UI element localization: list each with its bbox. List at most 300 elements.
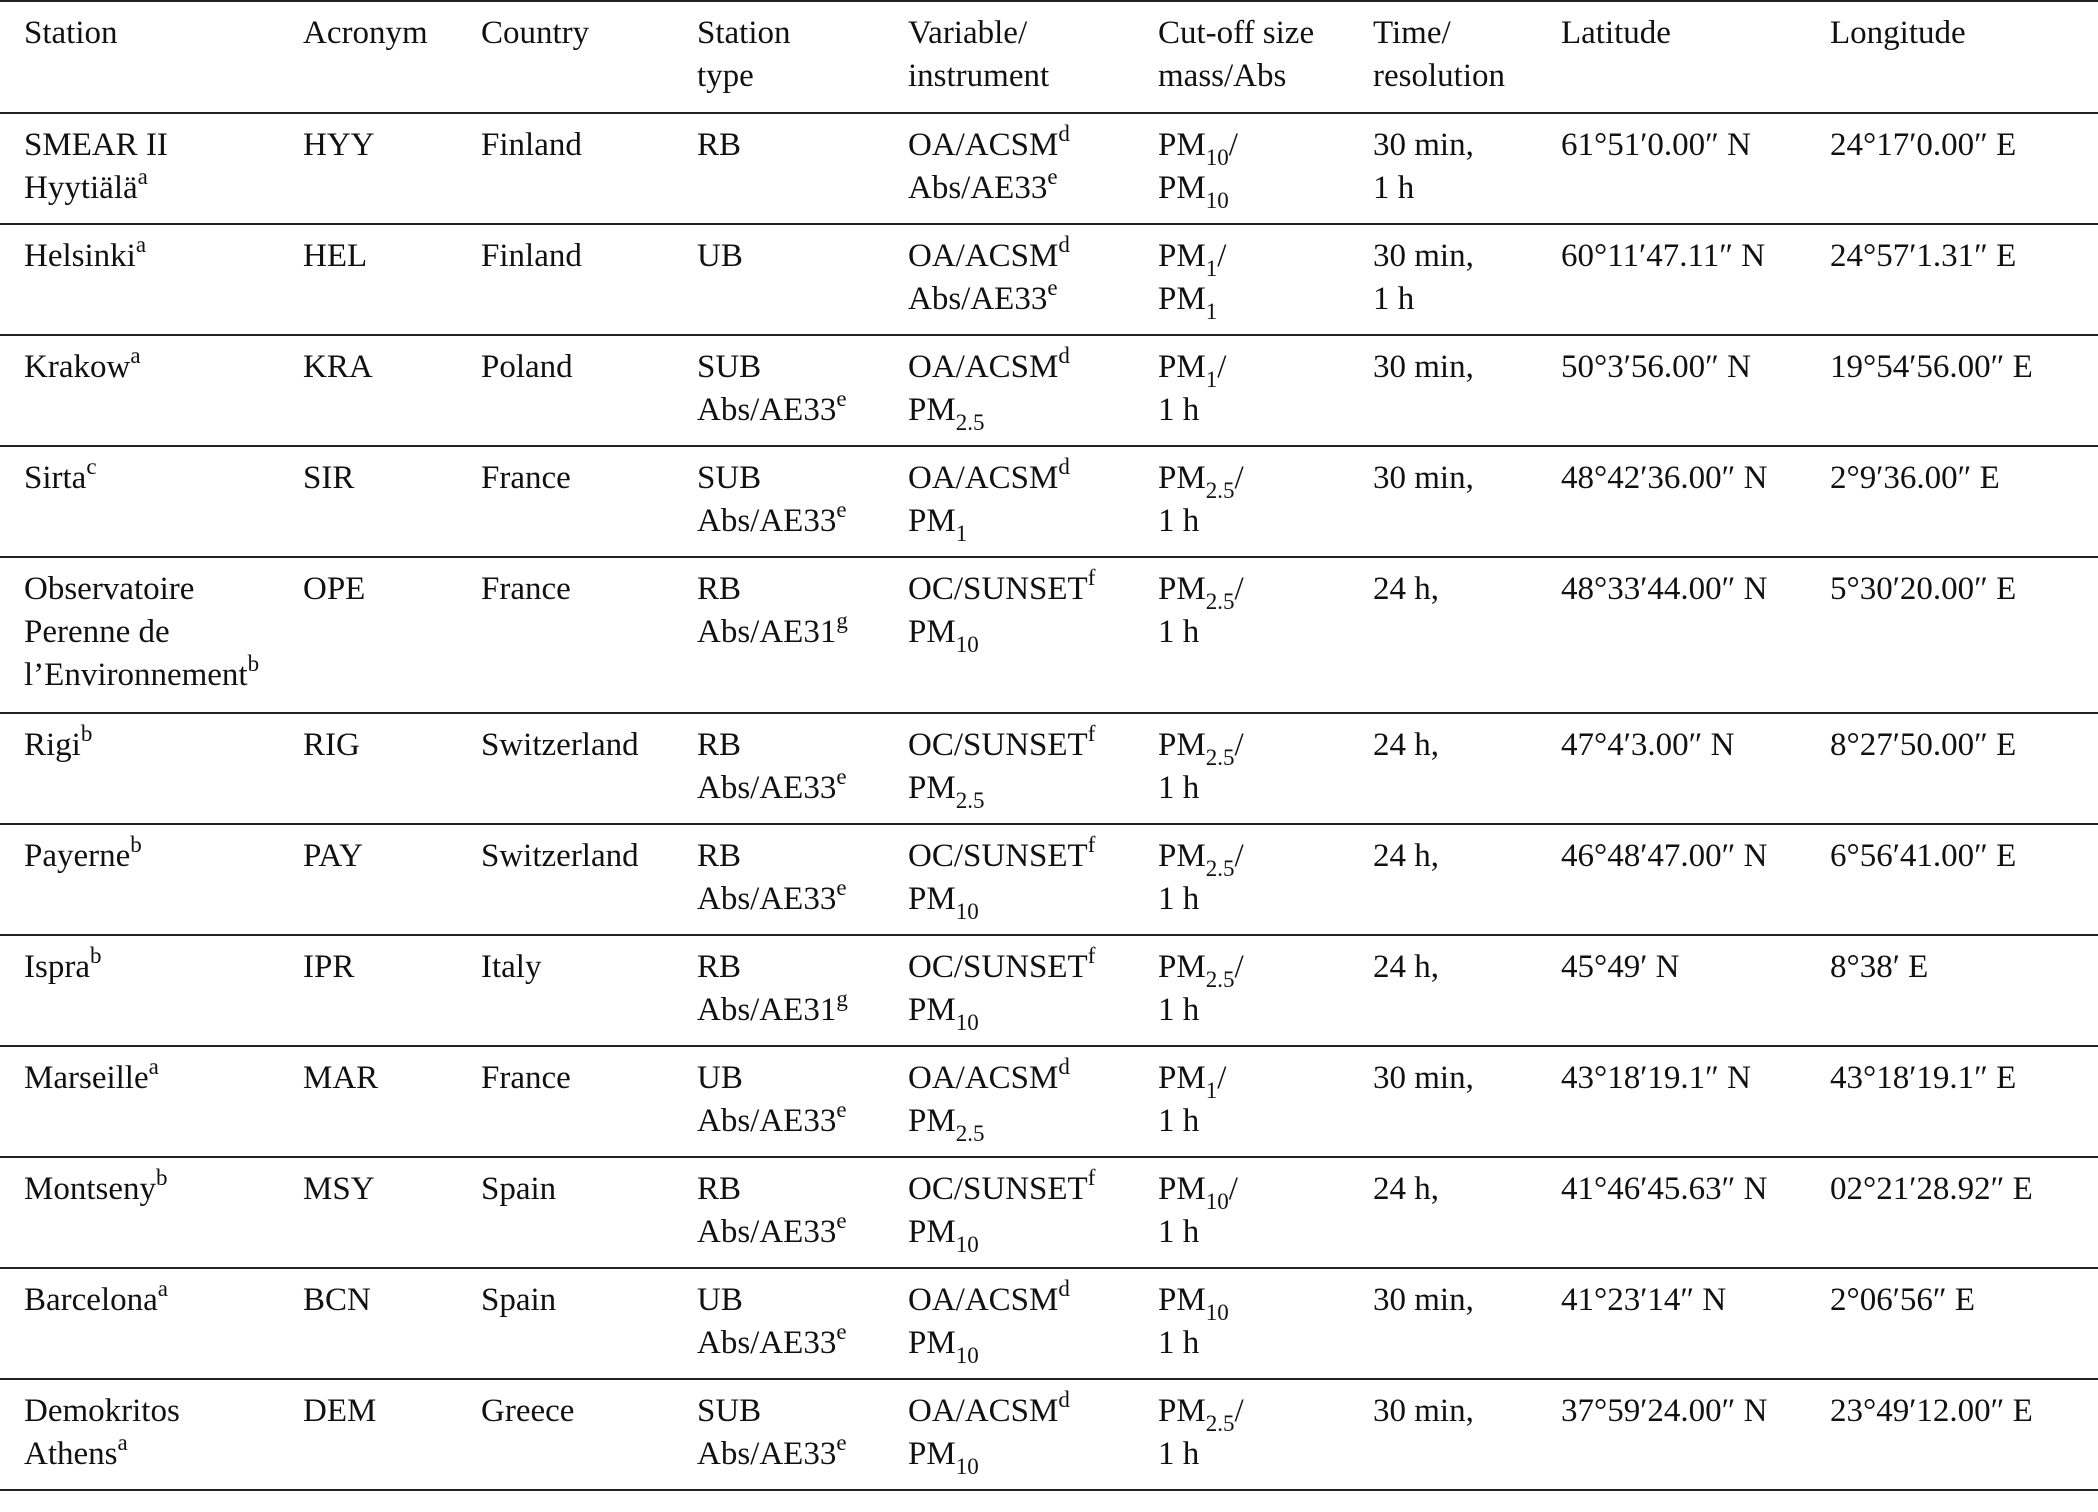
footnote-marker: d <box>1058 1054 1070 1079</box>
cell-text: Athens <box>24 1436 118 1472</box>
cell-line <box>24 343 303 389</box>
cell-line <box>1158 989 1373 1032</box>
cell-acronym <box>303 557 481 713</box>
cell-line <box>1158 500 1373 543</box>
cell-text: PM <box>908 1436 956 1472</box>
cell-text: Abs/AE33 <box>697 1103 837 1139</box>
cell-text: PAY <box>303 838 363 874</box>
cell-variable <box>908 1046 1158 1157</box>
cell-line <box>908 565 1158 611</box>
table-row <box>0 1379 2098 1490</box>
cell-text: Helsinki <box>24 238 136 274</box>
cell-station <box>0 824 303 935</box>
cell-text: SMEAR II <box>24 127 168 163</box>
cell-text: Abs/AE31 <box>697 992 837 1028</box>
cell-text: BCN <box>303 1282 371 1318</box>
cell-time <box>1373 335 1561 446</box>
cell-time <box>1373 1268 1561 1379</box>
cell-text: 41°23′14″ N <box>1561 1282 1727 1318</box>
cell-line <box>1158 611 1373 654</box>
cell-line <box>908 611 1158 657</box>
cell-text: RB <box>697 838 742 874</box>
cell-text: Observatoire <box>24 571 195 607</box>
cell-cutoff <box>1158 1379 1373 1490</box>
footnote-marker: e <box>1047 275 1058 300</box>
cell-line <box>697 1097 908 1143</box>
cell-suffix: / <box>1234 571 1244 607</box>
cell-text: OA/ACSM <box>908 460 1059 496</box>
cell-line <box>24 832 303 878</box>
cell-line: 24 h, <box>1373 949 1439 985</box>
cell-line <box>908 343 1158 389</box>
cell-text: France <box>481 1060 571 1096</box>
cell-line <box>697 875 908 921</box>
footnote-marker: e <box>836 1319 847 1344</box>
footnote-marker: a <box>148 1054 159 1079</box>
cell-text: RB <box>697 949 742 985</box>
cell-suffix: / <box>1217 349 1227 385</box>
cell-suffix: / <box>1234 949 1244 985</box>
cell-text: 48°42′36.00″ N <box>1561 460 1768 496</box>
header-acronym: Acronym <box>303 15 428 51</box>
cell-text: RIG <box>303 727 360 763</box>
cell-latitude <box>1561 824 1830 935</box>
cell-text: PM <box>1158 1282 1206 1318</box>
cell-station-type <box>697 713 908 824</box>
cell-line: 1 h <box>1373 281 1415 317</box>
footnote-marker: e <box>836 497 847 522</box>
cell-text: Ispra <box>24 949 90 985</box>
cell-text: 46°48′47.00″ N <box>1561 838 1768 874</box>
footnote-marker: e <box>836 386 847 411</box>
cell-text: 2°9′36.00″ E <box>1830 460 2000 496</box>
cell-line <box>1158 1057 1373 1103</box>
cell-line <box>697 568 908 611</box>
cell-line <box>908 454 1158 500</box>
cell-cutoff <box>1158 1268 1373 1379</box>
cell-text: PM <box>908 1325 956 1361</box>
cell-line <box>697 235 908 278</box>
cell-variable <box>908 113 1158 224</box>
cell-line <box>908 1100 1158 1146</box>
cell-station-type <box>697 1046 908 1157</box>
cell-cutoff <box>1158 935 1373 1046</box>
cell-text: Abs/AE33 <box>908 170 1048 206</box>
cell-text: UB <box>697 1060 743 1096</box>
cell-variable <box>908 335 1158 446</box>
cell-line <box>697 1208 908 1254</box>
cell-line <box>1158 389 1373 432</box>
cell-suffix: / <box>1228 1171 1238 1207</box>
cell-station <box>0 446 303 557</box>
subscript: 10 <box>1205 187 1229 213</box>
cell-line <box>1158 1322 1373 1365</box>
cell-variable <box>908 935 1158 1046</box>
cell-line <box>697 386 908 432</box>
subscript: 10 <box>955 1453 979 1479</box>
cell-longitude <box>1830 1046 2098 1157</box>
cell-text: 23°49′12.00″ E <box>1830 1393 2033 1429</box>
footnote-marker: e <box>836 1208 847 1233</box>
cell-text: PM <box>1158 949 1206 985</box>
cell-variable <box>908 1268 1158 1379</box>
cell-line <box>908 1322 1158 1368</box>
cell-latitude <box>1561 446 1830 557</box>
cell-text: Switzerland <box>481 727 639 763</box>
footnote-marker: d <box>1058 454 1070 479</box>
cell-cutoff <box>1158 113 1373 224</box>
cell-text: Perenne de <box>24 614 170 650</box>
subscript: 2.5 <box>1205 855 1235 881</box>
header-row <box>0 1 2098 113</box>
cell-line <box>24 232 303 278</box>
cell-longitude <box>1830 713 2098 824</box>
cell-cutoff <box>1158 446 1373 557</box>
cell-variable <box>908 824 1158 935</box>
cell-text: Spain <box>481 1171 557 1207</box>
cell-line <box>697 1168 908 1211</box>
cell-country <box>481 1268 697 1379</box>
cell-country <box>481 935 697 1046</box>
cell-text: OC/SUNSET <box>908 571 1088 607</box>
table-row <box>0 824 2098 935</box>
cell-line <box>1158 235 1373 281</box>
cell-text: PM <box>1158 838 1206 874</box>
cell-suffix: / <box>1228 127 1238 163</box>
cell-acronym <box>303 935 481 1046</box>
cell-text: 1 h <box>1158 1103 1200 1139</box>
subscript: 2.5 <box>1205 966 1235 992</box>
cell-latitude <box>1561 1046 1830 1157</box>
footnote-marker: g <box>836 608 848 633</box>
cell-text: 37°59′24.00″ N <box>1561 1393 1768 1429</box>
cell-suffix: / <box>1234 1393 1244 1429</box>
subscript: 2.5 <box>955 409 985 435</box>
cell-country <box>481 713 697 824</box>
cell-suffix: / <box>1217 238 1227 274</box>
cell-line <box>24 568 303 611</box>
cell-line <box>1158 767 1373 810</box>
subscript: 2.5 <box>1205 477 1235 503</box>
cell-text: Marseille <box>24 1060 149 1096</box>
subscript: 10 <box>955 631 979 657</box>
cell-station-type <box>697 335 908 446</box>
subscript: 10 <box>955 898 979 924</box>
cell-acronym <box>303 224 481 335</box>
cell-text: MAR <box>303 1060 379 1096</box>
footnote-marker: e <box>836 1430 847 1455</box>
cell-station-type <box>697 1157 908 1268</box>
cell-line <box>697 724 908 767</box>
cell-text: HEL <box>303 238 368 274</box>
cell-text: OA/ACSM <box>908 349 1059 385</box>
cell-line <box>24 164 303 210</box>
cell-text: PM <box>1158 127 1206 163</box>
cell-text: 1 h <box>1158 1214 1200 1250</box>
cell-line <box>1158 278 1373 324</box>
cell-line <box>1158 1168 1373 1214</box>
cell-line: 30 min, <box>1373 460 1474 496</box>
cell-station <box>0 224 303 335</box>
cell-longitude <box>1830 557 2098 713</box>
cell-line: 30 min, <box>1373 349 1474 385</box>
cell-text: 24°57′1.31″ E <box>1830 238 2017 274</box>
footnote-marker: g <box>836 986 848 1011</box>
cell-line <box>24 943 303 989</box>
cell-station <box>0 713 303 824</box>
cell-variable <box>908 713 1158 824</box>
cell-text: 48°33′44.00″ N <box>1561 571 1768 607</box>
footnote-marker: a <box>135 232 147 257</box>
cell-station <box>0 1268 303 1379</box>
cell-time <box>1373 824 1561 935</box>
footnote-marker: b <box>89 943 102 968</box>
cell-line: 24 h, <box>1373 1171 1439 1207</box>
cell-text: OA/ACSM <box>908 1393 1059 1429</box>
cell-text: OC/SUNSET <box>908 727 1088 763</box>
cell-longitude <box>1830 935 2098 1046</box>
cell-text: 2°06′56″ E <box>1830 1282 1976 1318</box>
cell-text: OA/ACSM <box>908 1060 1059 1096</box>
cell-line <box>908 1054 1158 1100</box>
cell-text: PM <box>1158 1060 1206 1096</box>
subscript: 10 <box>1205 1188 1229 1214</box>
cell-text: Demokritos <box>24 1393 180 1429</box>
cell-text: PM <box>1158 1393 1206 1429</box>
cell-text: RB <box>697 127 742 163</box>
subscript: 1 <box>1205 255 1218 281</box>
cell-station <box>0 1379 303 1490</box>
cell-text: PM <box>1158 571 1206 607</box>
cell-text: PM <box>1158 727 1206 763</box>
cell-text: Abs/AE33 <box>697 881 837 917</box>
cell-acronym <box>303 1379 481 1490</box>
cell-time <box>1373 224 1561 335</box>
cell-station-type <box>697 113 908 224</box>
cell-text: OA/ACSM <box>908 127 1059 163</box>
cell-text: SUB <box>697 460 762 496</box>
subscript: 10 <box>1205 144 1229 170</box>
cell-line <box>908 767 1158 813</box>
cell-line <box>1158 724 1373 770</box>
cell-line <box>697 1430 908 1476</box>
cell-text: Sirta <box>24 460 87 496</box>
subscript: 10 <box>955 1231 979 1257</box>
subscript: 1 <box>1205 298 1218 324</box>
cell-country <box>481 1379 697 1490</box>
cell-station-type <box>697 1379 908 1490</box>
cell-text: 43°18′19.1″ E <box>1830 1060 2017 1096</box>
header-variable-instrument: Variable/ instrument <box>908 15 1050 94</box>
cell-text: l’Environnement <box>24 657 248 693</box>
cell-acronym <box>303 824 481 935</box>
cell-variable <box>908 1157 1158 1268</box>
cell-line <box>908 721 1158 767</box>
cell-acronym <box>303 335 481 446</box>
subscript: 2.5 <box>955 1120 985 1146</box>
cell-station <box>0 113 303 224</box>
cell-text: UB <box>697 1282 743 1318</box>
cell-line: 30 min, <box>1373 1282 1474 1318</box>
cell-line <box>697 1279 908 1322</box>
cell-text: Italy <box>481 949 542 985</box>
header-time-resolution: Time/ resolution <box>1373 15 1505 94</box>
cell-station-type <box>697 557 908 713</box>
cell-station <box>0 935 303 1046</box>
cell-text: MSY <box>303 1171 375 1207</box>
cell-time <box>1373 1379 1561 1490</box>
cell-latitude <box>1561 935 1830 1046</box>
cell-longitude <box>1830 1268 2098 1379</box>
cell-text: 5°30′20.00″ E <box>1830 571 2017 607</box>
cell-text: KRA <box>303 349 373 385</box>
cell-text: RB <box>697 1171 742 1207</box>
cell-text: OA/ACSM <box>908 1282 1059 1318</box>
table-row <box>0 113 2098 224</box>
cell-suffix: / <box>1217 1060 1227 1096</box>
cell-text: Abs/AE33 <box>697 503 837 539</box>
cell-line <box>24 124 303 167</box>
footnote-marker: f <box>1087 721 1096 746</box>
subscript: 1 <box>955 520 968 546</box>
table-row <box>0 446 2098 557</box>
cell-text: PM <box>908 881 956 917</box>
subscript: 2.5 <box>955 787 985 813</box>
cell-cutoff <box>1158 1046 1373 1157</box>
table-row <box>0 224 2098 335</box>
cell-variable <box>908 557 1158 713</box>
cell-text: Abs/AE31 <box>697 614 837 650</box>
table-row <box>0 557 2098 713</box>
subscript: 1 <box>1205 1077 1218 1103</box>
cell-line: 30 min, <box>1373 1060 1474 1096</box>
cell-text: 8°38′ E <box>1830 949 1929 985</box>
cell-text: PM <box>1158 460 1206 496</box>
footnote-marker: a <box>157 1276 168 1301</box>
footnote-marker: a <box>137 164 148 189</box>
cell-text: PM <box>1158 281 1206 317</box>
cell-line <box>908 832 1158 878</box>
cell-line <box>1158 878 1373 921</box>
cell-text: OC/SUNSET <box>908 838 1088 874</box>
cell-text: 1 h <box>1158 881 1200 917</box>
cell-line <box>24 651 303 697</box>
footnote-marker: b <box>247 651 260 676</box>
cell-line: 24 h, <box>1373 571 1439 607</box>
cell-acronym <box>303 1157 481 1268</box>
cell-text: Finland <box>481 127 582 163</box>
cell-text: PM <box>1158 349 1206 385</box>
cell-line <box>24 454 303 500</box>
cell-station-type <box>697 446 908 557</box>
cell-line <box>908 943 1158 989</box>
cell-text: HYY <box>303 127 375 163</box>
cell-text: PM <box>908 1103 956 1139</box>
footnote-marker: d <box>1058 343 1070 368</box>
cell-cutoff <box>1158 557 1373 713</box>
cell-time <box>1373 557 1561 713</box>
cell-cutoff <box>1158 824 1373 935</box>
cell-text: PM <box>1158 1171 1206 1207</box>
cell-cutoff <box>1158 224 1373 335</box>
cell-time <box>1373 1046 1561 1157</box>
cell-text: PM <box>908 1214 956 1250</box>
cell-text: Payerne <box>24 838 131 874</box>
cell-line <box>24 1165 303 1211</box>
cell-line <box>697 1319 908 1365</box>
subscript: 10 <box>955 1342 979 1368</box>
cell-station <box>0 1157 303 1268</box>
cell-text: SUB <box>697 1393 762 1429</box>
cell-suffix: / <box>1234 460 1244 496</box>
cell-text: PM <box>908 503 956 539</box>
cell-acronym <box>303 446 481 557</box>
cell-text: Abs/AE33 <box>697 1214 837 1250</box>
cell-cutoff <box>1158 713 1373 824</box>
cell-line <box>1158 1390 1373 1436</box>
cell-line <box>697 946 908 989</box>
cell-country <box>481 1046 697 1157</box>
cell-line <box>1158 1433 1373 1476</box>
cell-line <box>697 497 908 543</box>
cell-longitude <box>1830 113 2098 224</box>
cell-line <box>1158 946 1373 992</box>
cell-line <box>908 1433 1158 1479</box>
cell-longitude <box>1830 1379 2098 1490</box>
cell-line <box>697 1390 908 1433</box>
cell-text: OC/SUNSET <box>908 949 1088 985</box>
cell-acronym <box>303 1046 481 1157</box>
cell-line <box>1158 346 1373 392</box>
cell-line <box>24 1276 303 1322</box>
cell-text: 1 h <box>1158 503 1200 539</box>
cell-line <box>1158 167 1373 213</box>
cell-line <box>908 275 1158 321</box>
cell-latitude <box>1561 224 1830 335</box>
cell-text: RB <box>697 571 742 607</box>
footnote-marker: d <box>1058 232 1070 257</box>
subscript: 2.5 <box>1205 588 1235 614</box>
cell-latitude <box>1561 557 1830 713</box>
cell-text: DEM <box>303 1393 377 1429</box>
cell-line <box>908 989 1158 1035</box>
cell-longitude <box>1830 824 2098 935</box>
header-country: Country <box>481 15 590 51</box>
cell-line: 30 min, <box>1373 1393 1474 1429</box>
cell-line <box>1158 457 1373 503</box>
footnote-marker: d <box>1058 121 1070 146</box>
cell-line <box>24 1430 303 1476</box>
cell-line <box>908 1276 1158 1322</box>
cell-text: Greece <box>481 1393 575 1429</box>
cell-line <box>697 457 908 500</box>
cell-text: France <box>481 460 571 496</box>
cell-line <box>697 608 908 654</box>
cell-country <box>481 446 697 557</box>
cell-country <box>481 824 697 935</box>
cell-latitude <box>1561 1157 1830 1268</box>
cell-text: Hyytiälä <box>24 170 138 206</box>
cell-line <box>697 346 908 389</box>
table-row <box>0 1268 2098 1379</box>
footnote-marker: f <box>1087 832 1096 857</box>
cell-cutoff <box>1158 1157 1373 1268</box>
cell-text: PM <box>908 614 956 650</box>
footnote-marker: e <box>836 764 847 789</box>
cell-text: 60°11′47.11″ N <box>1561 238 1766 274</box>
cell-acronym <box>303 1268 481 1379</box>
cell-line <box>908 164 1158 210</box>
